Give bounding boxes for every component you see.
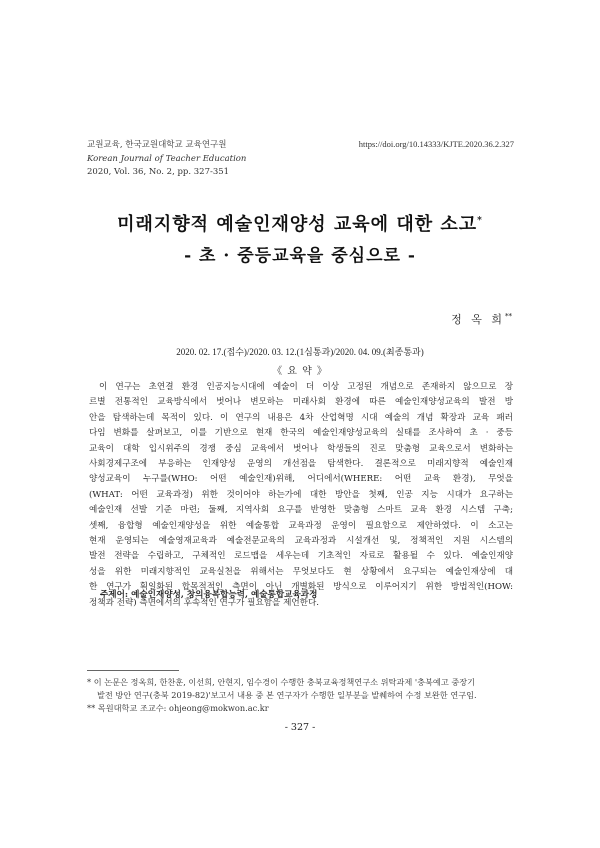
abstract-line: 예술인재 선발 기준 마련; 둘째, 지역사회 요구를 반영한 맞춤형 스마트 교육 환경 시스템 구축; [89, 505, 513, 516]
abstract [89, 380, 513, 611]
footnote-1-line-1: * 이 논문은 정옥희, 한찬훈, 이선희, 안현지, 임수경이 수행한 충북교육정책연구소 위탁과제 '충북예고 중장기 [87, 677, 476, 687]
author-footnote-mark: ** [505, 312, 512, 321]
publisher-line: 교원교육, 한국교원대학교 교육연구원 [87, 140, 227, 150]
author-name: 정 옥 희 [451, 313, 505, 326]
abstract-line: 정책과 전략) 측면에서의 후속적인 연구가 필요함을 제언한다. [89, 597, 320, 608]
abstract-line: 다임 변화를 살펴보고, 이를 기반으로 현재 한국의 예술인재양성교육의 실태를 조사하여 초 · 중등 [89, 428, 513, 439]
abstract-line: 이 연구는 초연결 환경 인공지능시대에 예술이 더 이상 고정된 개념으로 존재하지 않으므로 장 [99, 382, 513, 392]
journal-header [87, 139, 246, 180]
journal-english-name: Korean Journal of Teacher Education [87, 153, 247, 164]
volume-info: 2020, Vol. 36, No. 2, pp. 327-351 [87, 167, 230, 177]
abstract-line: 교육이 대학 입시위주의 경쟁 중심 교육에서 벗어나 학생들의 진로 맞춤형 교육으로서 변화하는 [89, 443, 513, 454]
abstract-line: (WHAT: 어떤 교육과정) 위한 것이어야 하는가에 대한 방안을 첫째, 인공 지능 시대가 요구하는 [89, 489, 513, 500]
paper-subtitle: - 초 · 중등교육을 중심으로 - [184, 246, 416, 266]
abstract-line: 성을 위한 미래지향적인 교육실천을 위해서는 무엇보다도 현 상황에서 요구되는 예술인재상에 대 [89, 566, 513, 577]
doi-link[interactable]: https://doi.org/10.14333/KJTE.2020.36.2.327 [358, 139, 514, 149]
page-number: - 327 - [284, 722, 316, 733]
abstract-line: 발전 전략을 수립하고, 구체적인 로드맵을 세우는데 기초적인 자료로 활용될 수 있다. 예술인재양 [89, 551, 513, 562]
review-dates: 2020. 02. 17.(접수)/2020. 03. 12.(1심통과)/2020. 04. 09.(최종통과) [176, 347, 424, 357]
footnote-divider [87, 670, 179, 671]
abstract-line: 사회경제구조에 부응하는 인재양성 운영의 개선점을 탐색한다. 결론적으로 미래지향적 예술인재 [89, 459, 513, 470]
abstract-line: 르별 전통적인 교육방식에서 벗어나 변모하는 미래사회 환경에 따른 예술인재양성교육의 발전 방 [89, 397, 513, 408]
paper-title [0, 210, 600, 236]
abstract-line: 셋째, 융합형 예술인재양성을 위한 예술통합 교육과정 운영이 필요함으로 제안하였다. 이 소고는 [89, 520, 513, 531]
abstract-line: 한 연구가 획일화된 합목적적인 측면이 아닌 개별화된 방식으로 이루어지기 위한 방법적인(HOW: [89, 582, 513, 593]
title-footnote-mark: * [477, 216, 483, 226]
author [451, 311, 512, 327]
keywords: 주제어: 예술인재양성, 창의융복합능력, 예술통합교육과정 [100, 590, 318, 600]
abstract-line: 양성교육이 누구를(WHO: 어떤 예술인재)위해, 어디에서(WHERE: 어떤 교육 환경), 무엇을 [89, 474, 513, 485]
abstract-line: 현재 운영되는 예술영재교육과 예술전문교육의 교육과정과 시설개선 및, 정책적인 지원 시스템의 [89, 536, 513, 547]
abstract-line: 안을 탐색하는데 목적이 있다. 이 연구의 내용은 4차 산업혁명 시대 예술의 개념 확장과 교육 패러 [89, 412, 513, 423]
summary-label: 《 요 약 》 [272, 366, 328, 377]
footnotes [87, 676, 517, 715]
paper-title-text: 미래지향적 예술인재양성 교육에 대한 소고 [117, 214, 478, 235]
footnote-1-line-2: 발전 방안 연구(충북 2019-82)'보고서 내용 중 본 연구자가 수행한 일부분을 발췌하여 수정 보완한 연구임. [97, 690, 477, 700]
footnote-2: ** 목원대학교 조교수: ohjeong@mokwon.ac.kr [87, 703, 269, 713]
